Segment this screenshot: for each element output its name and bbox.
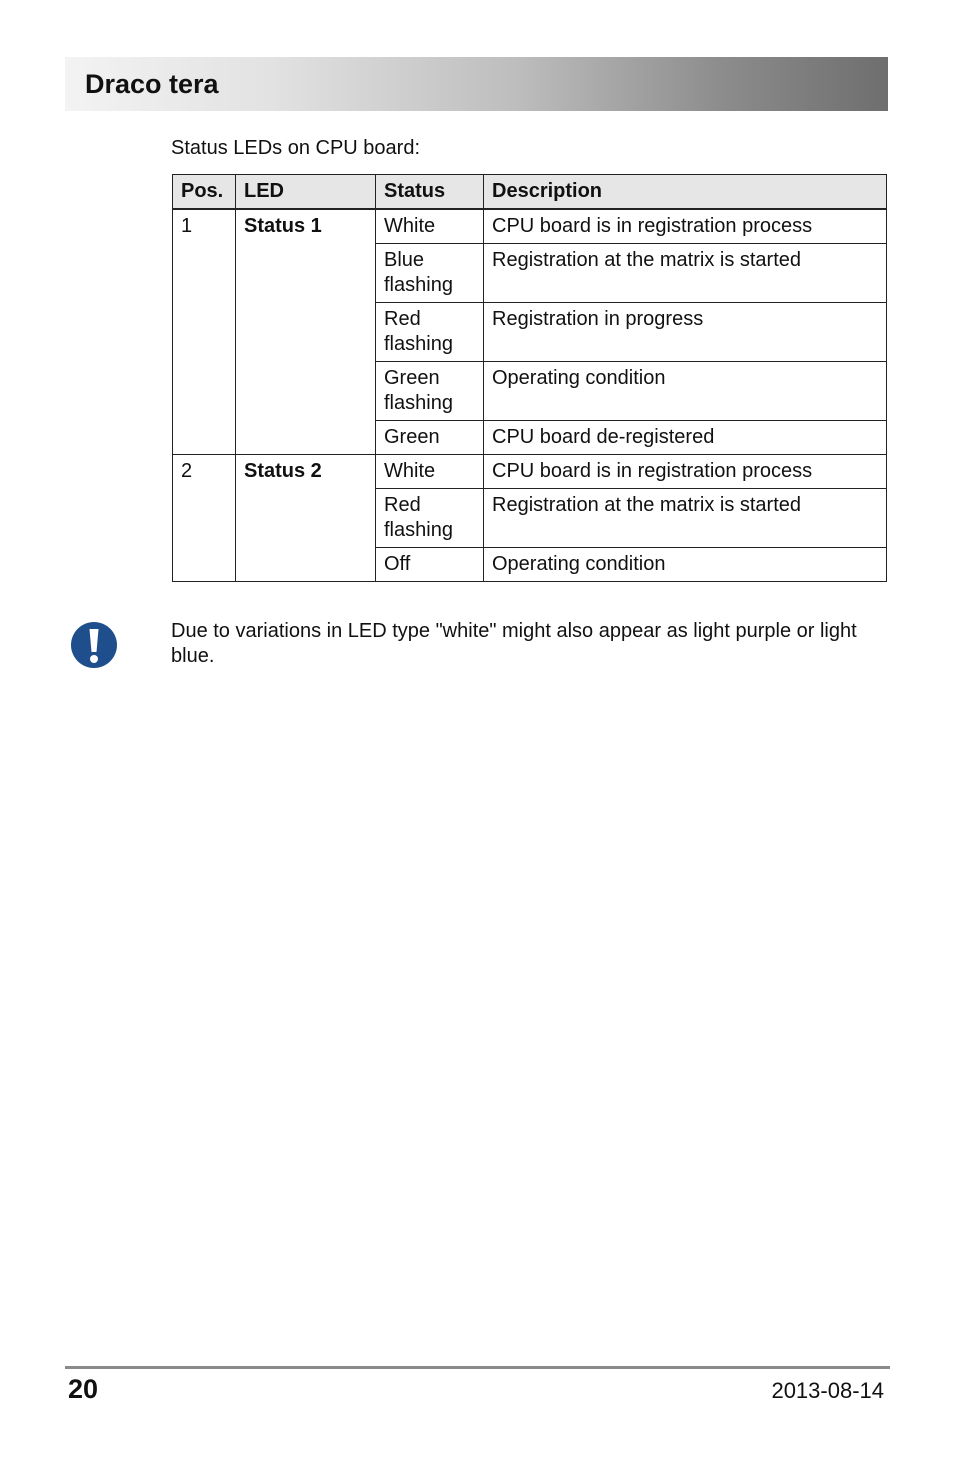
pos-cell: 2 (173, 455, 236, 582)
status-cell (376, 303, 484, 362)
status-text: Green (384, 367, 440, 389)
description-cell: Registration at the matrix is started (484, 489, 887, 548)
description-cell: CPU board is in registration process (484, 455, 887, 489)
status-text: flashing (384, 519, 453, 541)
status-cell (376, 362, 484, 421)
description-cell: CPU board is in registration process (484, 209, 887, 244)
status-led-table (172, 174, 887, 582)
status-text: flashing (384, 333, 453, 355)
description-cell: CPU board de-registered (484, 421, 887, 455)
description-cell: Registration at the matrix is started (484, 244, 887, 303)
status-cell (376, 548, 484, 582)
status-text: Green (384, 426, 440, 448)
status-text: flashing (384, 392, 453, 414)
status-cell (376, 421, 484, 455)
page-number: 20 (68, 1374, 99, 1404)
column-header-led: LED (236, 175, 376, 210)
column-header-status: Status (376, 175, 484, 210)
table-header-row (173, 175, 887, 210)
status-cell (376, 244, 484, 303)
column-header-description: Description (484, 175, 887, 210)
table-row (173, 455, 887, 489)
status-text: Red (384, 308, 421, 330)
description-cell: Operating condition (484, 362, 887, 421)
status-text: flashing (384, 274, 453, 296)
page-title: Draco tera (85, 69, 219, 99)
header-bar (65, 57, 888, 111)
pos-cell: 1 (173, 209, 236, 455)
footer-rule (65, 1366, 890, 1369)
status-cell (376, 209, 484, 244)
status-text: Off (384, 553, 411, 575)
column-header-pos: Pos. (173, 175, 236, 210)
exclamation-icon (70, 620, 118, 670)
status-text: White (384, 460, 436, 482)
note-text: Due to variations in LED type "white" might also appear as light purple or light blue. (171, 620, 857, 667)
status-cell (376, 489, 484, 548)
footer-date: 2013-08-14 (771, 1378, 884, 1403)
status-cell (376, 455, 484, 489)
description-cell: Operating condition (484, 548, 887, 582)
intro-text: Status LEDs on CPU board: (171, 137, 421, 159)
status-text: White (384, 215, 436, 237)
status-text: Blue (384, 249, 425, 271)
led-cell: Status 1 (236, 209, 376, 455)
status-text: Red (384, 494, 421, 516)
description-cell: Registration in progress (484, 303, 887, 362)
table-row (173, 209, 887, 244)
led-cell: Status 2 (236, 455, 376, 582)
